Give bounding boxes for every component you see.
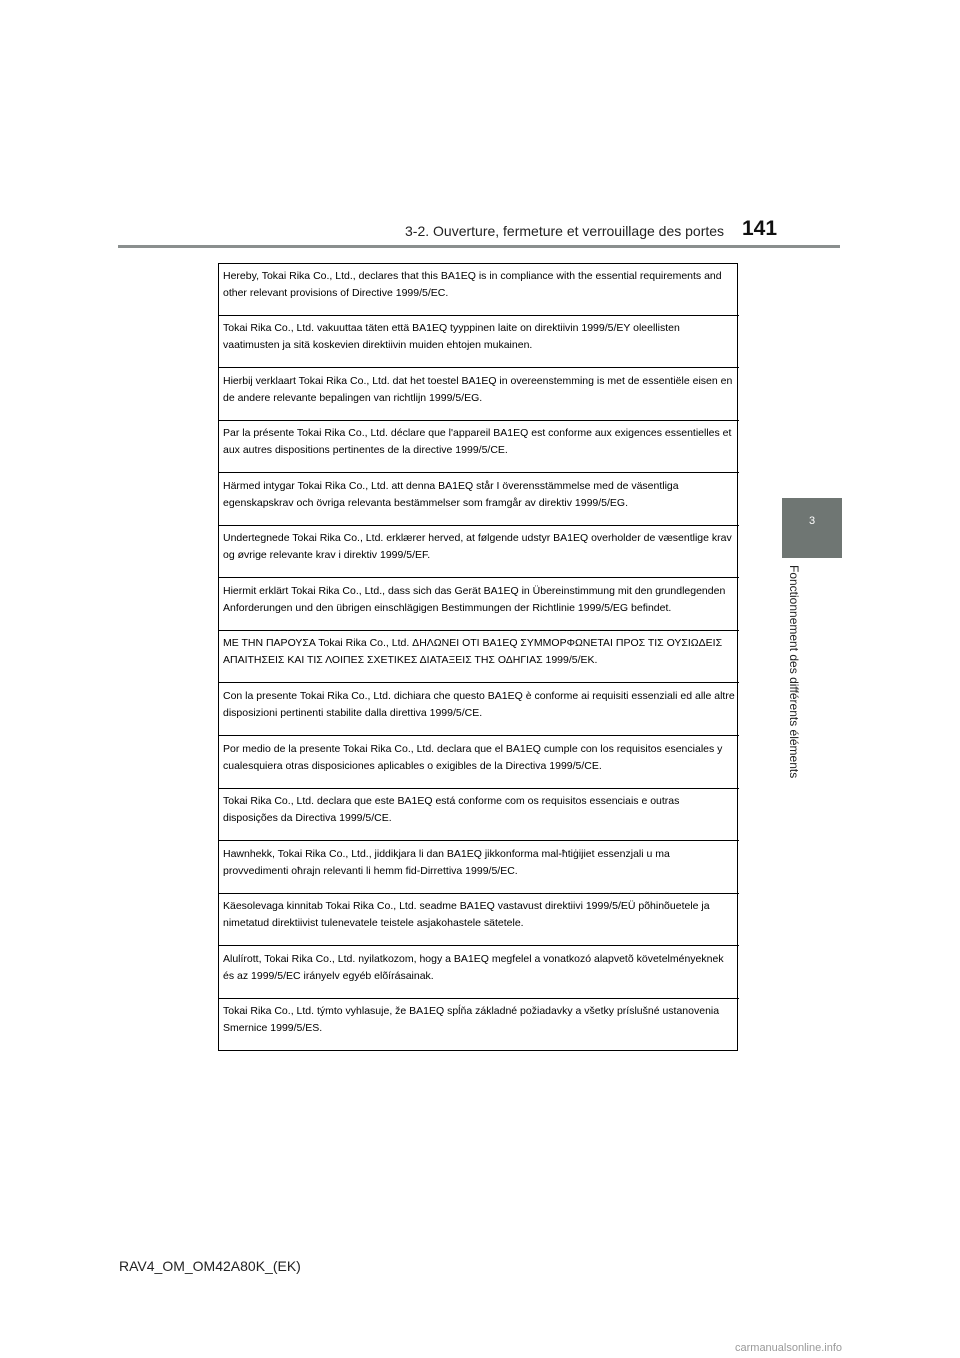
declaration-maltese: Hawnhekk, Tokai Rika Co., Ltd., jiddikjara li dan BA1EQ jikkonforma mal-ħtiġijiet essenzjali u ma provvedimenti oħrajn relevanti li hemm fid-Dirrettiva 1999/5/EC. xyxy=(219,842,739,894)
chapter-label: Fonctionnement des différents éléments xyxy=(787,565,801,779)
declaration-english: Hereby, Tokai Rika Co., Ltd., declares that this BA1EQ is in compliance with the essential requirements and other relevant provisions of Directive 1999/5/EC. xyxy=(219,264,739,316)
section-title: 3-2. Ouverture, fermeture et verrouillage des portes xyxy=(405,223,725,239)
declaration-swedish: Härmed intygar Tokai Rika Co., Ltd. att denna BA1EQ står I överensstämmelse med de väsentliga egenskapskrav och övriga relevanta bestämmelser som framgår av direktiv 1999/5/EG. xyxy=(219,474,739,526)
watermark: carmanualsonline.info xyxy=(735,1342,843,1354)
declaration-danish: Undertegnede Tokai Rika Co., Ltd. erklærer herved, at følgende udstyr BA1EQ overholder de væsentlige krav og øvrige relevante krav i direktiv 1999/5/EF. xyxy=(219,526,739,578)
declaration-dutch: Hierbij verklaart Tokai Rika Co., Ltd. dat het toestel BA1EQ in overeenstemming is met de essentiële eisen en de andere relevante bepalingen van richtlijn 1999/5/EG. xyxy=(219,369,739,421)
declaration-table xyxy=(218,263,738,1051)
declaration-french: Par la présente Tokai Rika Co., Ltd. déclare que l'appareil BA1EQ est conforme aux exigences essentielles et aux autres dispositions pertinentes de la directive 1999/5/CE. xyxy=(219,421,739,473)
header-rule xyxy=(118,245,840,248)
declaration-hungarian: Alulírott, Tokai Rika Co., Ltd. nyilatkozom, hogy a BA1EQ megfelel a vonatkozó alapvetõ követelményeknek és az 1999/5/EC irányelv egyéb elõírásainak. xyxy=(219,947,739,999)
document-code: RAV4_OM_OM42A80K_(EK) xyxy=(119,1258,301,1274)
declaration-italian: Con la presente Tokai Rika Co., Ltd. dichiara che questo BA1EQ è conforme ai requisiti essenziali ed alle altre disposizioni pertinenti stabilite dalla direttiva 1999/5/CE. xyxy=(219,684,739,736)
chapter-number: 3 xyxy=(808,515,816,527)
page-number: 141 xyxy=(742,217,778,240)
chapter-tab xyxy=(782,498,842,558)
declaration-estonian: Käesolevaga kinnitab Tokai Rika Co., Ltd. seadme BA1EQ vastavust direktiivi 1999/5/EÜ põhinõuetele ja nimetatud direktiivist tulenevatele teistele asjakohastele sätetele. xyxy=(219,894,739,946)
declaration-german: Hiermit erklärt Tokai Rika Co., Ltd., dass sich das Gerät BA1EQ in Übereinstimmung mit den grundlegenden Anforderungen und den übrigen einschlägigen Bestimmungen der Richtlinie 1999/5/EG befindet. xyxy=(219,579,739,631)
declaration-spanish: Por medio de la presente Tokai Rika Co., Ltd. declara que el BA1EQ cumple con los requisitos esenciales y cualesquiera otras disposiciones aplicables o exigibles de la Directiva 1999/5/CE. xyxy=(219,737,739,789)
declaration-greek: ΜΕ ΤΗΝ ΠΑΡΟΥΣΑ Tokai Rika Co., Ltd. ΔΗΛΩΝΕΙ ΟΤΙ BA1EQ ΣΥΜΜΟΡΦΩΝΕΤΑΙ ΠΡΟΣ ΤΙΣ ΟΥΣΙΩΔΕΙΣ ΑΠΑΙΤΗΣΕΙΣ ΚΑΙ ΤΙΣ ΛΟΙΠΕΣ ΣΧΕΤΙΚΕΣ ΔΙΑΤΑΞΕΙΣ ΤΗΣ ΟΔΗΓΙΑΣ 1999/5/ΕΚ. xyxy=(219,631,739,683)
declaration-slovak: Tokai Rika Co., Ltd. týmto vyhlasuje, že BA1EQ spĺňa základné požiadavky a všetky príslušné ustanovenia Smernice 1999/5/ES. xyxy=(223,1005,720,1034)
declaration-finnish: Tokai Rika Co., Ltd. vakuuttaa täten että BA1EQ tyyppinen laite on direktiivin 1999/5/EY oleellisten vaatimusten ja sitä koskevien direktiivin muiden ehtojen mukainen. xyxy=(219,316,739,368)
declaration-portuguese: Tokai Rika Co., Ltd. declara que este BA1EQ está conforme com os requisitos essenciais e outras disposições da Directiva 1999/5/CE. xyxy=(219,789,739,841)
